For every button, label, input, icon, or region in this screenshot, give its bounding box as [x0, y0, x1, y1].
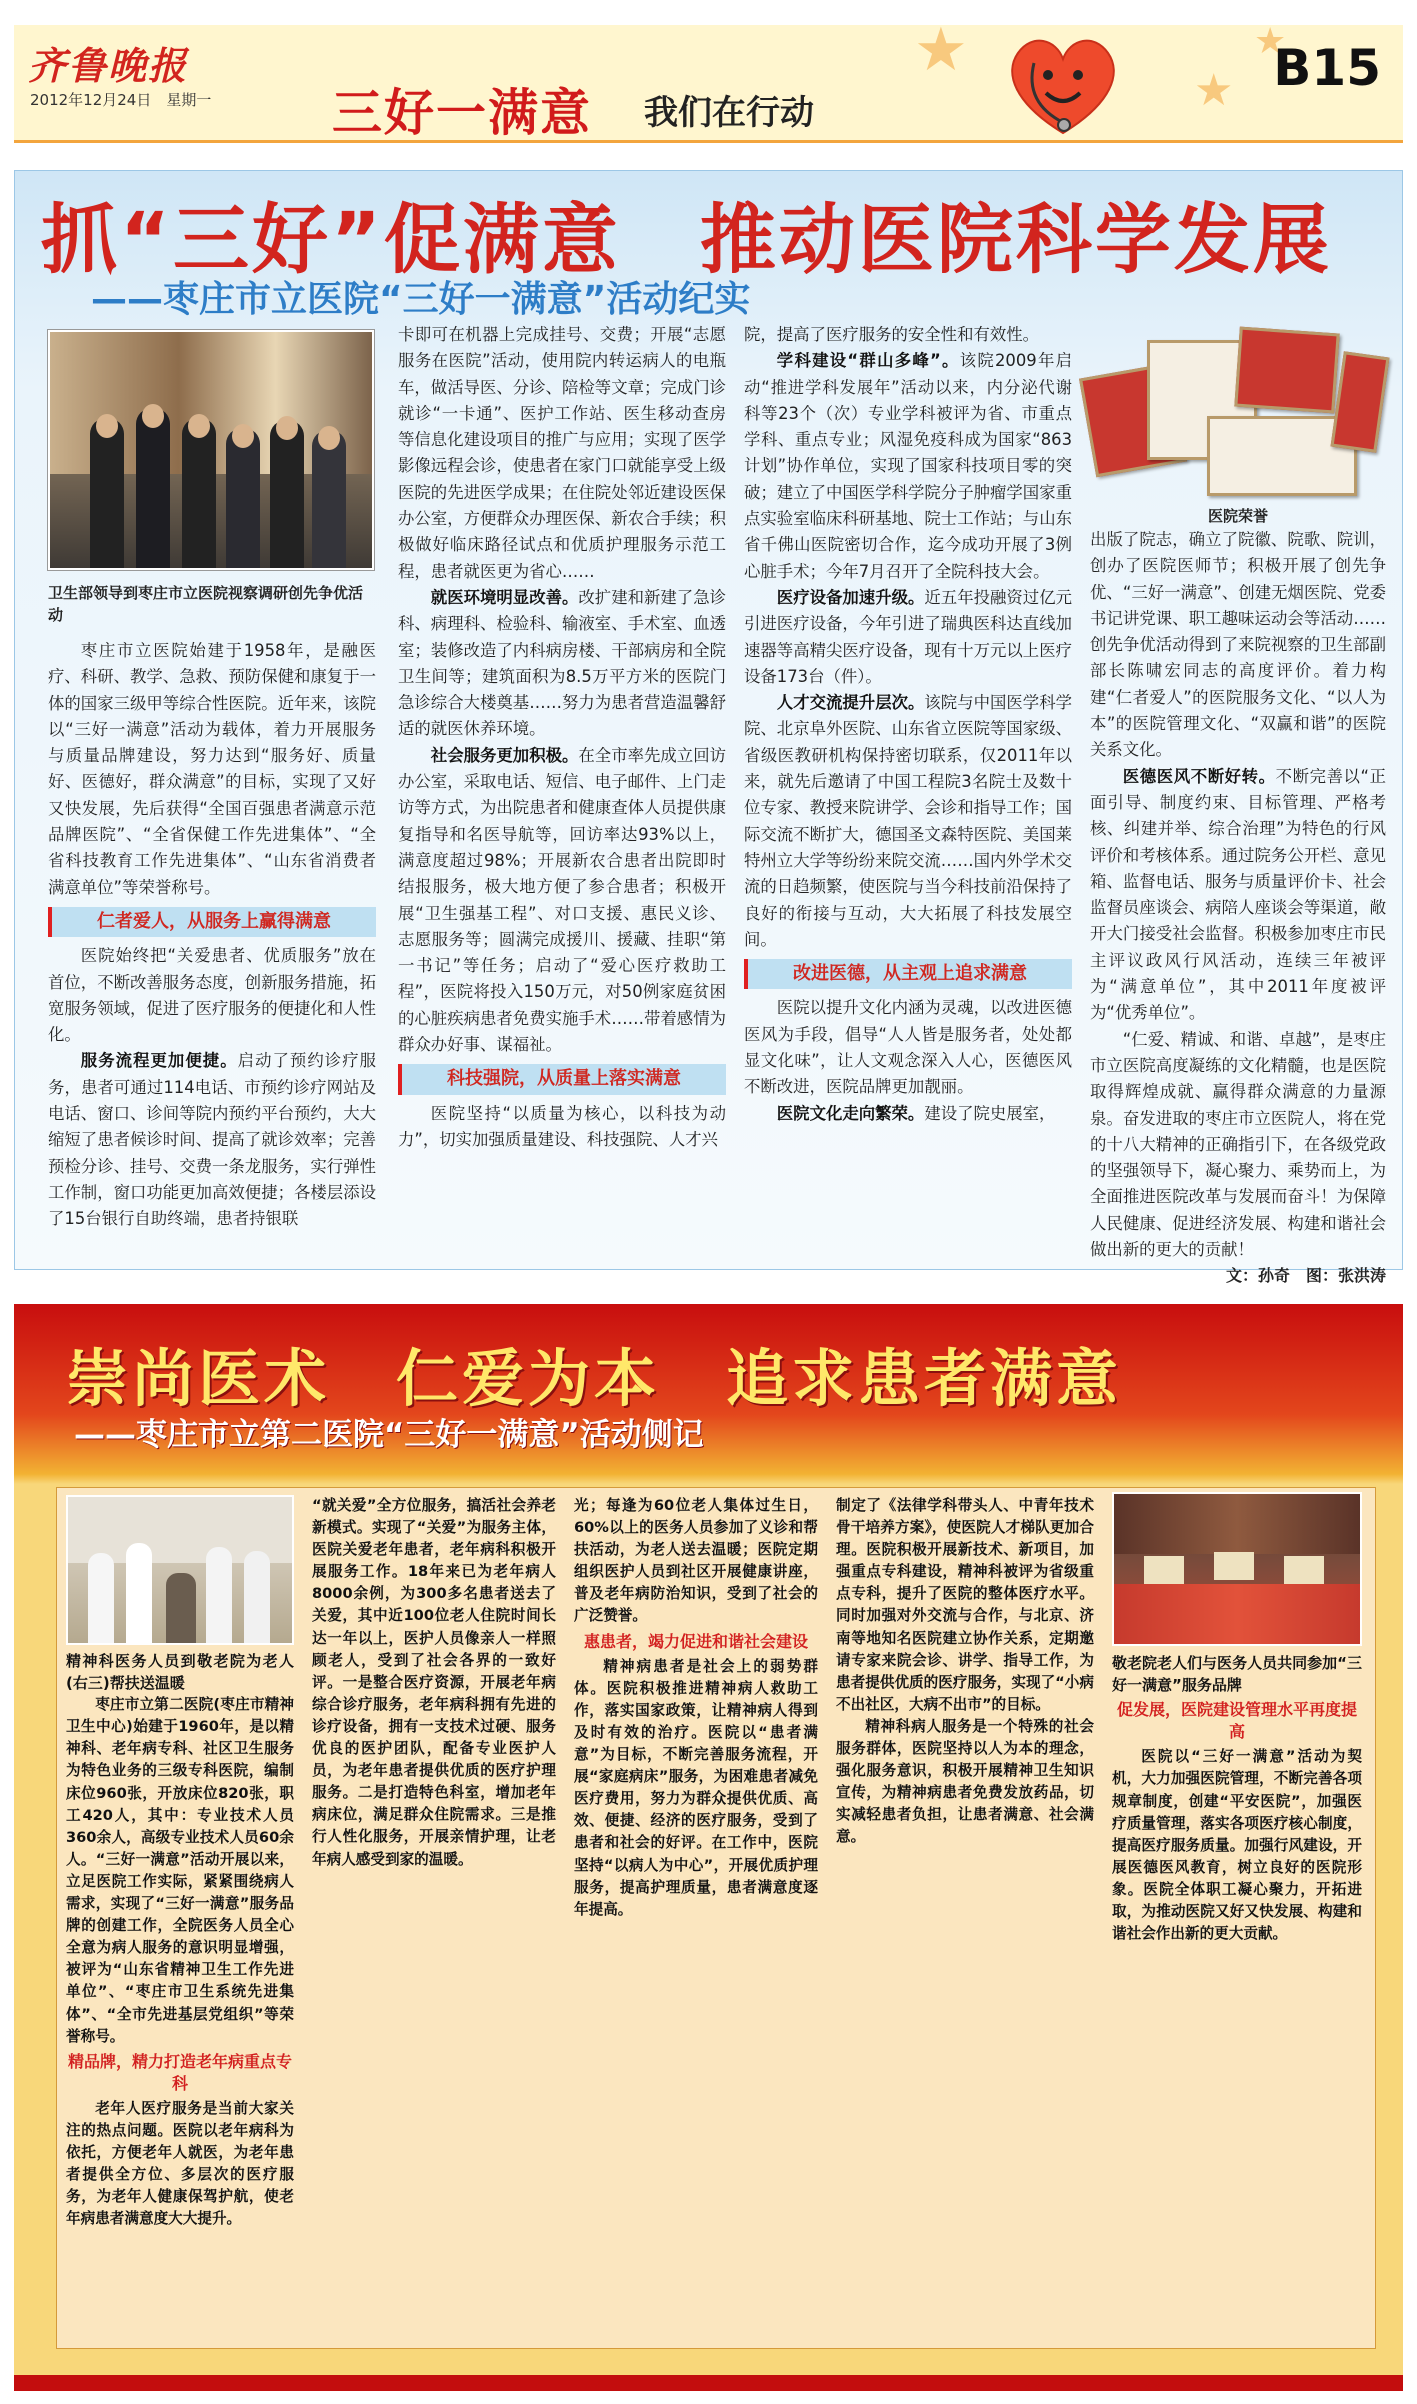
page-header [14, 15, 1403, 143]
article-2-title: 崇尚医术 仁爱为本 追求患者满意 [66, 1342, 1123, 1415]
paragraph-text: 启动了预约诊疗服务，患者可通过114电话、市预约诊疗网站及电话、窗口、诊间等院内预约平台预约，大大缩短了患者候诊时间、提高了就诊效率；完善预检分诊、挂号、交费一条龙服务，实行弹性工作制，窗口功能更加高效便捷；各楼层添设了15台银行自助终端，患者持银联 [48, 1051, 377, 1229]
lead-phrase: 人才交流提升层次。 [776, 693, 925, 713]
award-plaque [1331, 351, 1390, 452]
paragraph: 出版了院志，确立了院徽、院歌、院训，创办了医院医师节；积极开展了创先争优、“三好一满意”、创建无烟医院、党委书记讲党课、职工趣味运动会等活动……创先争优活动得到了来院视察的卫生部副部长陈啸宏同志的高度评价。着力构建“仁者爱人”的医院服务文化、“以人为本”的医院管理文化、“双赢和谐”的医院关系文化。 [1090, 530, 1386, 760]
paragraph [1090, 764, 1386, 1027]
section-heading: 精品牌，精力打造老年病重点专科 [67, 2051, 292, 2093]
paragraph [398, 585, 726, 743]
paragraph-text: 改扩建和新建了急诊科、病理科、检验科、输液室、手术室、血透室；装修改造了内科病房楼、干部病房和全院卫生间等；建筑面积为8.5万平方米的医院门急诊综合大楼奠基……努力为患者营造温馨舒适的就医休养环境。 [398, 587, 727, 739]
article-1-title: 抓“三好”促满意 推动医院科学发展 [41, 195, 1332, 284]
section-slogan-sub: 我们在行动 [644, 93, 814, 133]
section-heading: 科技强院，从质量上落实满意 [398, 1064, 726, 1094]
section-slogan: 三好一满意 [332, 84, 592, 142]
bottom-color-bar [14, 2375, 1403, 2391]
article-1-column-3 [744, 322, 1072, 1127]
photo-caption: 卫生部领导到枣庄市立医院视察调研创先争优活动 [48, 584, 364, 624]
paragraph [48, 1048, 376, 1232]
lead-phrase: 社会服务更加积极。 [430, 745, 579, 765]
lead-phrase: 就医环境明显改善。 [430, 587, 579, 607]
article-1-column-4 [1090, 505, 1386, 1290]
paragraph [744, 348, 1072, 585]
inspection-photo [48, 330, 374, 570]
paragraph-text: 不断完善以“正面引导、制度约束、目标管理、严格考核、纠建并举、综合治理”为特色的行风评价和考核体系。通过院务公开栏、意见箱、监督电话、服务与质量评价卡、社会监督员座谈会、病陪人座谈会等渠道，敞开大门接受社会监督。积极参加枣庄市民主评议政风行风活动，连续三年被评为“满意单位”，其中2011年度被评为“优秀单位”。 [1090, 766, 1386, 1023]
article-2-column-3 [574, 1495, 818, 1921]
article-2-column-2 [312, 1495, 556, 1871]
paragraph: 老年人医疗服务是当前大家关注的热点问题。医院以老年病科为依托，方便老年人就医，为老年患者提供全方位、多层次的医疗服务，为老年人健康保驾护航，使老年病患者满意度大大提升。 [66, 2099, 294, 2228]
article-2-column-1 [66, 1650, 294, 2230]
photo-caption: 精神科医务人员到敬老院为老人(右三)帮扶送温暖 [66, 1652, 294, 1693]
paragraph: 枣庄市立医院始建于1958年，是融医疗、科研、教学、急救、预防保健和康复于一体的国家三级甲等综合性医院。近年来，该院以“三好一满意”活动为载体，着力开展服务与质量品牌建设，努力达到“服务好、质量好、医德好，群众满意”的目标，实现了又好又快发展，先后获得“全国百强患者满意示范品牌医院”、“全省保健工作先进集体”、“全省科技教育工作先进集体”、“山东省消费者满意单位”等荣誉称号。 [48, 641, 376, 897]
awards-caption: 医院荣誉 [1207, 507, 1268, 525]
paragraph: 院，提高了医疗服务的安全性和有效性。 [744, 325, 1040, 344]
section-heading: 惠患者，竭力促进和谐社会建设 [583, 1631, 808, 1651]
paragraph: 医院以“三好一满意”活动为契机，大力加强医院管理，不断完善各项规章制度，创建“平安医院”，加强医疗质量管理，落实各项医疗核心制度，提高医疗服务质量。加强行风建设，开展医德医风教育，树立良好的医院形象。医院全体职工凝心聚力，开拓进取，为推动医院又好又快发展、构建和谐社会作出新的更大贡献。 [1112, 1748, 1362, 1943]
paragraph: “仁爱、精诚、和谐、卓越”，是枣庄市立医院高度凝练的文化精髓，也是医院取得辉煌成就、赢得群众满意的力量源泉。奋发进取的枣庄市立医院人，将在党的十八大精神的正确指引下，在各级党政的坚强领导下，凝心聚力、乘势而上，为全面推进医院改革与发展而奋斗！为保障人民健康、促进经济发展、构建和谐社会做出新的更大的贡献！ [1090, 1029, 1386, 1260]
award-plaque [1234, 327, 1339, 414]
lead-phrase: 医德医风不断好转。 [1122, 766, 1276, 786]
paragraph-text: 该院2009年启动“推进学科发展年”活动以来，内分泌代谢科等23个（次）专业学科被评为省、市重点学科、重点专业；风湿免疫科成为国家“863计划”协作单位，实现了国家科技项目零的突破；建立了中国医学科学院分子肿瘤学国家重点实验室临床科研基地、院士工作站；与山东省千佛山医院密切合作，迄今成功开展了3例心脏手术；今年7月召开了全院科技大会。 [744, 351, 1072, 581]
elderly-care-photo [66, 1495, 294, 1645]
hospital-awards-photo [1087, 330, 1385, 498]
section-heading: 仁者爱人，从服务上赢得满意 [48, 907, 376, 937]
star-icon: ★ [1194, 65, 1234, 116]
article-1-column-2 [398, 322, 726, 1153]
paragraph: 医院坚持“以质量为核心，以科技为动力”，切实加强质量建设、科技强院、人才兴 [398, 1103, 726, 1149]
star-icon: ★ [1254, 21, 1287, 62]
paragraph: 制定了《法律学科带头人、中青年技术骨干培养方案》，使医院人才梯队更加合理。医院积极开展新技术、新项目，加强重点专科建设，精神科被评为省级重点专科，提升了医院的整体医疗水平。同时加强对外交流与合作，与北京、济南等地知名医院建立协作关系，定期邀请专家来院会诊、讲学、指导工作，为患者提供优质的医疗服务，实现了“小病不出社区，大病不出市”的目标。 [836, 1497, 1094, 1713]
paragraph: 医院始终把“关爱患者、优质服务”放在首位，不断改善服务态度，创新服务措施，拓宽服务领域，促进了医疗服务的便捷化和人性化。 [48, 946, 376, 1045]
paragraph: 枣庄市立第二医院(枣庄市精神卫生中心)始建于1960年，是以精神科、老年病专科、社区卫生服务为特色业务的三级专科医院，编制床位960张，开放床位820张，职工420人，其中：专业技术人员360余人，高级专业技术人员60余人。“三好一满意”活动开展以来，立足医院工作实际，紧紧围绕病人需求，实现了“三好一满意”服务品牌的创建工作，全院医务人员全心全意为病人服务的意识明显增强，被评为“山东省精神卫生工作先进单位”、“枣庄市卫生系统先进集体”、“全市先进基层党组织”等荣誉称号。 [66, 1696, 294, 2045]
paragraph: 医院以提升文化内涵为灵魂，以改进医德医风为手段，倡导“人人皆是服务者，处处都显文化味”，让人文观念深入人心，医德医风不断改进，医院品牌更加靓丽。 [744, 998, 1072, 1097]
paragraph-text: 近五年投融资过亿元引进医疗设备，今年引进了瑞典医科达直线加速器等高精尖医疗设备，现有十万元以上医疗设备173台（件）。 [744, 587, 1073, 686]
lead-phrase: 学科建设“群山多峰”。 [776, 351, 960, 371]
paragraph: 精神科病人服务是一个特殊的社会服务群体，医院坚持以人为本的理念，强化服务意识，积极开展精神卫生知识宣传，为精神病患者免费发放药品，切实减轻患者负担，让患者满意、社会满意。 [836, 1717, 1094, 1846]
section-heading: 促发展，医院建设管理水平再度提高 [1116, 1700, 1357, 1742]
paragraph [744, 1101, 1072, 1127]
paragraph [398, 743, 726, 1059]
paragraph: 卡即可在机器上完成挂号、交费；开展“志愿服务在医院”活动，使用院内转运病人的电瓶车，做活导医、分诊、陪检等文章；完成门诊就诊“一卡通”、医护工作站、医生移动查房等信息化建设项目的推广与应用；实现了医学影像远程会诊，使患者在家门口就能享受上级医院的先进医学成果；在住院处邻近建设医保办公室，方便群众办理医保、新农合手续；积极做好临床路径试点和优质护理服务示范工程，患者就医更为省心…… [398, 325, 726, 581]
photo-caption: 敬老院老人们与医务人员共同参加“三好一满意”服务品牌 [1112, 1654, 1362, 1695]
lead-phrase: 医疗设备加速升级。 [776, 587, 925, 607]
byline: 文：孙奇 图：张洪涛 [1225, 1266, 1386, 1286]
lead-phrase: 服务流程更加便捷。 [80, 1051, 238, 1071]
paragraph: “就关爱”全方位服务，搞活社会养老新模式。实现了“关爱”为服务主体，医院关爱老年患者，老年病科积极开展服务工作。18年来已为老年病人8000余例，为300多名患者送去了关爱，其中近100位老人住院时间长达一年以上，医护人员像亲人一样照顾老人，受到了社会各界的一致好评。一是整合医疗资源，开展老年病综合诊疗服务，老年病科拥有先进的诊疗设备，拥有一支技术过硬、服务优良的医护团队，配备专业医护人员，为老年患者提供优质的医疗护理服务。二是打造特色科室，增加老年病床位，满足群众住院需求。三是推行人性化服务，开展亲情护理，让老年病人感受到家的温暖。 [312, 1497, 556, 1868]
article-1-subtitle: ——枣庄市立医院“三好一满意”活动纪实 [91, 279, 751, 320]
article-2-column-5 [1112, 1652, 1362, 1945]
paragraph [744, 585, 1072, 690]
ceremony-photo [1112, 1492, 1362, 1646]
newspaper-masthead: 齐鲁晚报 [28, 43, 189, 88]
article-2-column-4 [836, 1495, 1094, 1849]
paragraph-text: 建设了院史展室， [924, 1103, 1056, 1123]
star-icon: ★ [914, 15, 968, 85]
article-1-column-1 [48, 582, 376, 1233]
paragraph: 光；每逢为60位老人集体过生日，60%以上的医务人员参加了义诊和帮扶活动，为老人送去温暖；医院定期组织医护人员到社区开展健康讲座，普及老年病防治知识，受到了社会的广泛赞誉。 [574, 1497, 818, 1625]
heart-mascot-icon [1004, 33, 1122, 137]
issue-date: 2012年12月24日 星期一 [30, 91, 212, 109]
paragraph-text: 该院与中国医学科学院、北京阜外医院、山东省立医院等国家级、省级医教研机构保持密切联系，仅2011年以来，就先后邀请了中国工程院3名院士及数十位专家、教授来院讲学、会诊和指导工作；国际交流不断扩大，德国圣文森特医院、美国莱特州立大学等纷纷来院交流……国内外学术交流的日趋频繁，使医院与当今科技前沿保持了良好的衔接与互动，大大拓展了科技发展空间。 [744, 693, 1073, 949]
paragraph: 精神病患者是社会上的弱势群体。医院积极推进精神病人救助工作，落实国家政策，让精神病人得到及时有效的治疗。医院以“患者满意”为目标，不断完善服务流程，开展“家庭病床”服务，为困难患者减免医疗费用，努力为群众提供优质、高效、便捷、经济的医疗服务，受到了患者和社会的好评。在工作中，医院坚持“以病人为中心”，开展优质护理服务，提高护理质量，患者满意度逐年提高。 [574, 1657, 818, 1918]
article-2-subtitle: ——枣庄市立第二医院“三好一满意”活动侧记 [74, 1417, 704, 1453]
section-heading: 改进医德，从主观上追求满意 [744, 959, 1072, 989]
lead-phrase: 医院文化走向繁荣。 [776, 1103, 925, 1123]
page-number: B15 [1273, 39, 1381, 97]
paragraph-text: 在全市率先成立回访办公室，采取电话、短信、电子邮件、上门走访等方式，为出院患者和健康查体人员提供康复指导和名医导航等，回访率达93%以上，满意度超过98%；开展新农合患者出院即时结报服务，极大地方便了参合患者；积极开展“卫生强基工程”、对口支援、惠民义诊、志愿服务等；圆满完成援川、援藏、挂职“第一书记”等任务；启动了“爱心医疗救助工程”，医院将投入150万元，对50例家庭贫困的心脏疾病患者免费实施手术……带着感情为群众办好事、谋福祉。 [398, 745, 727, 1055]
paragraph [744, 690, 1072, 953]
